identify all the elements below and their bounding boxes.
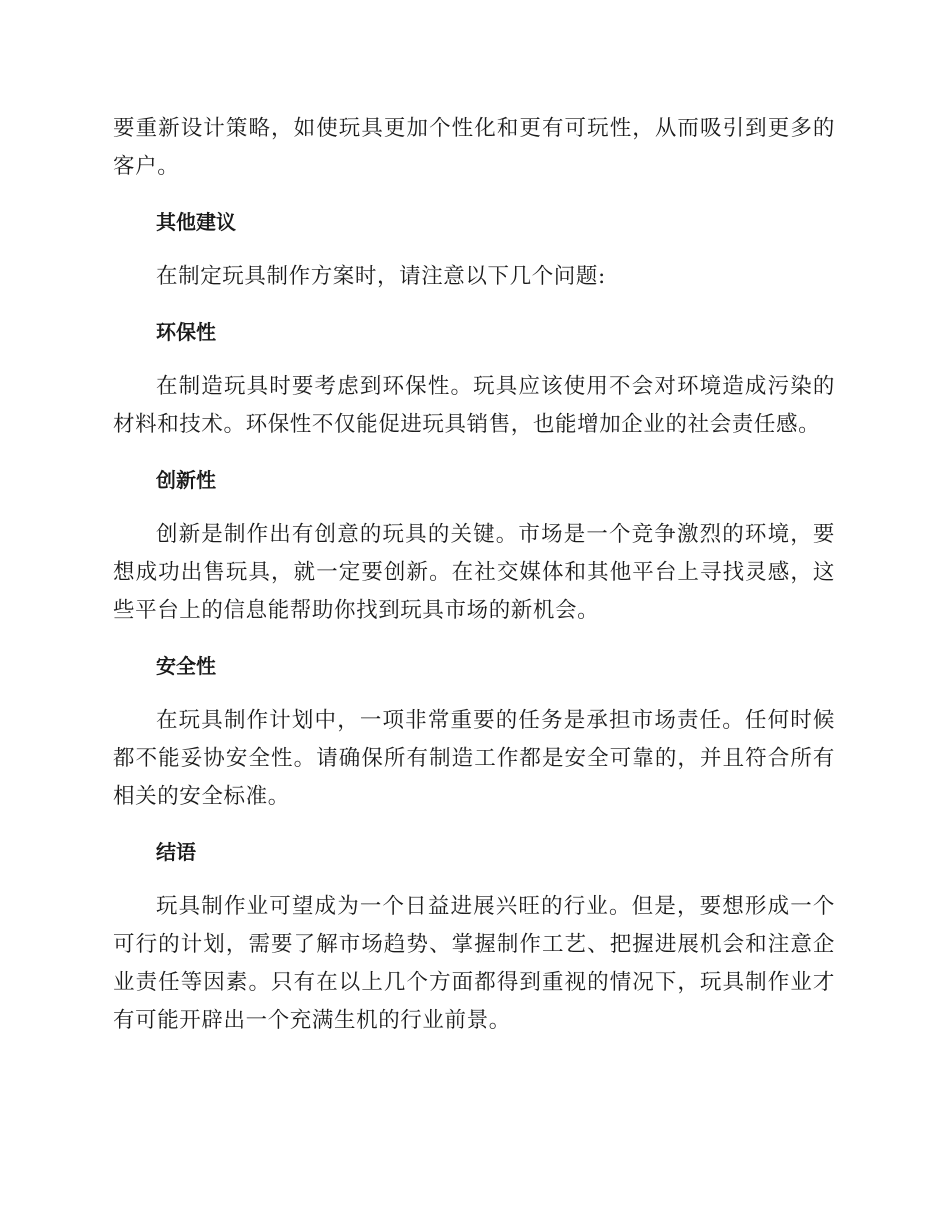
intro-continuation-paragraph: 要重新设计策略，如使玩具更加个性化和更有可玩性，从而吸引到更多的客户。 <box>113 116 835 179</box>
conclusion-paragraph: 玩具制作业可望成为一个日益进展兴旺的行业。但是，要想形成一个可行的计划，需要了解市场趋势、掌握制作工艺、把握进展机会和注意企业责任等因素。只有在以上几个方面都得到重视的情况下，玩具制作业才有可能开辟出一个充满生机的行业前景。 <box>113 894 835 1033</box>
other-suggestions-paragraph: 在制定玩具制作方案时，请注意以下几个问题: <box>156 264 606 289</box>
eco-heading: 环保性 <box>156 320 216 344</box>
innovation-heading: 创新性 <box>156 468 216 492</box>
other-suggestions-heading: 其他建议 <box>156 210 236 234</box>
eco-paragraph: 在制造玩具时要考虑到环保性。玩具应该使用不会对环境造成污染的材料和技术。环保性不仅能促进玩具销售，也能增加企业的社会责任感。 <box>113 374 835 437</box>
innovation-paragraph: 创新是制作出有创意的玩具的关键。市场是一个竞争激烈的环境，要想成功出售玩具，就一定要创新。在社交媒体和其他平台上寻找灵感，这些平台上的信息能帮助你找到玩具市场的新机会。 <box>113 522 835 623</box>
safety-heading: 安全性 <box>156 654 216 678</box>
safety-paragraph: 在玩具制作计划中，一项非常重要的任务是承担市场责任。任何时候都不能妥协安全性。请确保所有制造工作都是安全可靠的，并且符合所有相关的安全标准。 <box>113 708 835 809</box>
conclusion-heading: 结语 <box>156 840 196 864</box>
document-page <box>113 110 835 1040</box>
